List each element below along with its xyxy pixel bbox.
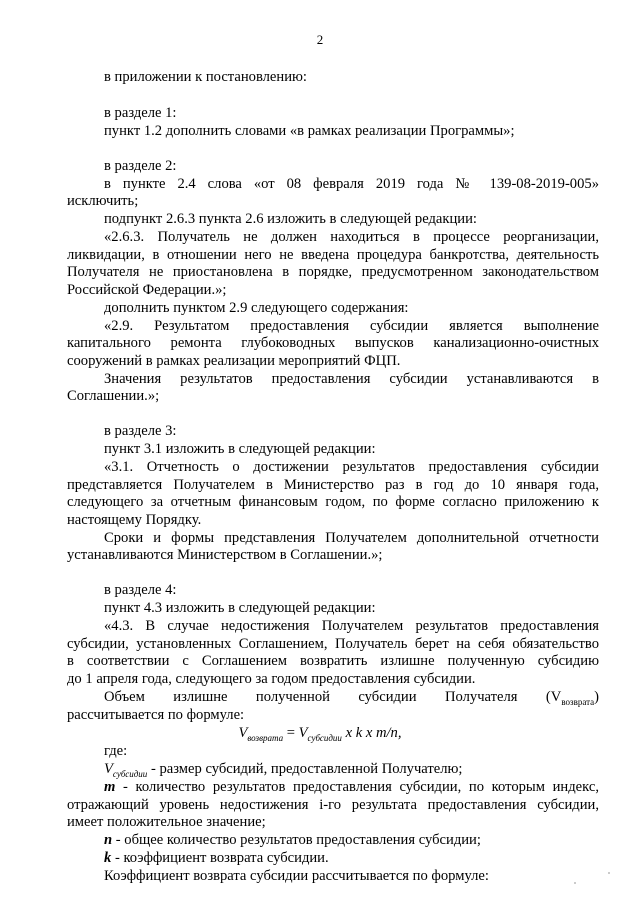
var: k [104,850,112,866]
text-line [104,831,599,849]
var-sub: субсидии [112,768,148,779]
scan-speck [574,882,576,884]
text-line: «3.1. Отчетность о достижении результатов предоставления субсидии [104,459,599,475]
text-line: исключить; [67,193,139,209]
text-line: в соответствии с Соглашением возвратить излишне полученную субсидию [67,653,599,669]
text-span: - общее количество результатов предоставления субсидии; [112,832,481,848]
text-span: - размер субсидий, предоставленной Получателю; [147,761,463,777]
text-line: в пункте 2.4 слова «от 08 февраля 2019 года № 139-08-2019-005» [104,176,599,192]
text-line: Российской Федерации.»; [67,282,227,298]
scan-speck [608,872,610,874]
text-line: Значения результатов предоставления субсидии устанавливаются в [104,371,599,387]
text-line: настоящему Порядку. [67,512,202,528]
subscript: возврата [561,696,595,707]
text-line: представляется Получателем в Министерство раз в год до 10 января года, [67,477,599,493]
text-span: - коэффициент возврата субсидии. [111,850,329,866]
text-span: ) [594,689,599,705]
text-line: дополнить пунктом 2.9 следующего содержания: [104,300,409,316]
formula-tail: х k х m/n, [341,725,402,741]
text-line: субсидии, установленных Соглашением, Получатель берет на себя обязательство [67,636,599,652]
text-line: «2.9. Результатом предоставления субсидии является выполнение [104,318,599,334]
text-line: «2.6.3. Получатель не должен находиться в процессе реорганизации, [104,229,599,245]
text-line [104,778,599,796]
section-heading: в разделе 2: [104,158,177,174]
text-line: Получателя не приостановлена в порядке, предусмотренном законодательством [67,264,599,280]
var: n [104,832,113,848]
formula-var: V [298,725,308,741]
text-line: в приложении к постановлению: [104,69,307,85]
page-number: 2 [316,32,324,47]
formula-sub: субсидии [307,732,342,743]
text-line: до 1 апреля года, следующего за годом предоставления субсидии. [67,671,476,687]
var: V [104,761,113,777]
section-heading: в разделе 3: [104,423,177,439]
formula-sub: возврата [247,732,284,743]
text-line: рассчитывается по формуле: [67,707,245,723]
text-line: пункт 1.2 дополнить словами «в рамках реализации Программы»; [104,123,515,139]
text-line: пункт 4.3 изложить в следующей редакции: [104,600,376,616]
text-line: следующего за отчетным финансовым годом, по форме согласно приложению к [67,494,599,510]
formula-eq: = [283,725,299,741]
text-span: - количество результатов предоставления субсидии, по которым индекс, [115,779,599,795]
text-line: где: [104,743,128,759]
var: m [104,779,116,795]
text-line: пункт 3.1 изложить в следующей редакции: [104,441,376,457]
text-line: отражающий уровень недостижения i-го результата предоставления субсидии, [67,797,599,813]
text-line: Сроки и формы представления Получателем дополнительной отчетности [104,530,599,546]
text-span: Объем излишне полученной субсидии Получателя (V [104,689,562,705]
text-line: «4.3. В случае недостижения Получателем результатов предоставления [104,618,599,634]
formula-var: V [238,725,248,741]
text-line: капитального ремонта глубоководных выпусков канализационно-очистных [67,335,599,351]
text-line: Соглашении.»; [67,388,160,404]
text-line: имеет положительное значение; [67,814,266,830]
text-line [104,849,599,867]
section-heading: в разделе 1: [104,105,177,121]
text-line: Коэффициент возврата субсидии рассчитывается по формуле: [104,868,489,884]
section-heading: в разделе 4: [104,582,177,598]
text-line: устанавливаются Министерством в Соглашении.»; [67,547,383,563]
text-line: подпункт 2.6.3 пункта 2.6 изложить в следующей редакции: [104,211,477,227]
text-line: сооружений в рамках реализации мероприятий ФЦП. [67,353,401,369]
text-line: ликвидации, в отношении него не введена процедура банкротства, деятельность [67,247,599,263]
